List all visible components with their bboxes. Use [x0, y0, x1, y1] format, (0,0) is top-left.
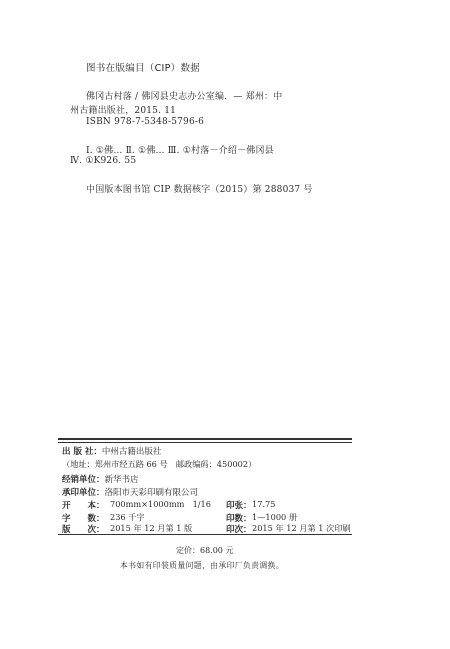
cip-classification: Ⅰ. ①佛… Ⅱ. ①佛… Ⅲ. ①村落－介绍－佛冈县: [86, 146, 274, 156]
cip-bibliographic-line: 佛冈古村落 / 佛冈县史志办公室编．— 郑州：中: [86, 92, 283, 102]
publisher-value: 中州古籍出版社: [101, 447, 162, 457]
price: 定价：68.00 元: [176, 546, 234, 555]
top-rule-thin: [58, 442, 352, 443]
publisher-label: 出 版 社：: [62, 447, 102, 457]
edition-label: 版 次：: [62, 525, 105, 535]
printing-label: 印次：: [226, 525, 252, 535]
printer-label: 承印单位：: [62, 488, 105, 498]
print-run-label: 印数：: [226, 514, 252, 524]
cip-isbn: ISBN 978-7-5348-5796-6: [86, 117, 205, 127]
printer-value: 洛阳市天彩印刷有限公司: [104, 488, 199, 498]
cip-record-number: 中国版本图书馆 CIP 数据核字（2015）第 288037 号: [86, 185, 313, 195]
print-run-value: 1—1000 册: [252, 512, 298, 522]
distributor-value: 新华书店: [104, 475, 139, 485]
printing-value: 2015 年 12 月第 1 次印刷: [252, 523, 351, 533]
edition-value: 2015 年 12 月第 1 版: [110, 523, 193, 533]
cip-classification-cont: Ⅳ. ①K926. 55: [70, 156, 137, 166]
words-label: 字 数：: [62, 514, 105, 524]
cip-bibliographic-line-cont: 州古籍出版社，2015. 11: [70, 106, 177, 116]
format-label: 开 本：: [62, 501, 105, 511]
printer-row: [62, 486, 198, 498]
sheets-value: 17.75: [252, 499, 276, 509]
distributor-row: [62, 473, 139, 485]
publisher-row: [62, 445, 161, 457]
quality-notice: 本书如有印装质量问题，由承印厂负责调换。: [120, 561, 284, 570]
bottom-rule: [58, 534, 352, 535]
top-rule-thick: [58, 438, 352, 440]
cip-title: 图书在版编目（CIP）数据: [86, 63, 201, 74]
distributor-label: 经销单位：: [62, 475, 105, 485]
sheets-label: 印张：: [226, 501, 252, 511]
format-value: 700mm×1000mm 1/16: [110, 499, 211, 509]
words-value: 236 千字: [110, 512, 145, 522]
publisher-address: （地址：郑州市经五路 66 号 邮政编码：450002）: [62, 459, 257, 469]
